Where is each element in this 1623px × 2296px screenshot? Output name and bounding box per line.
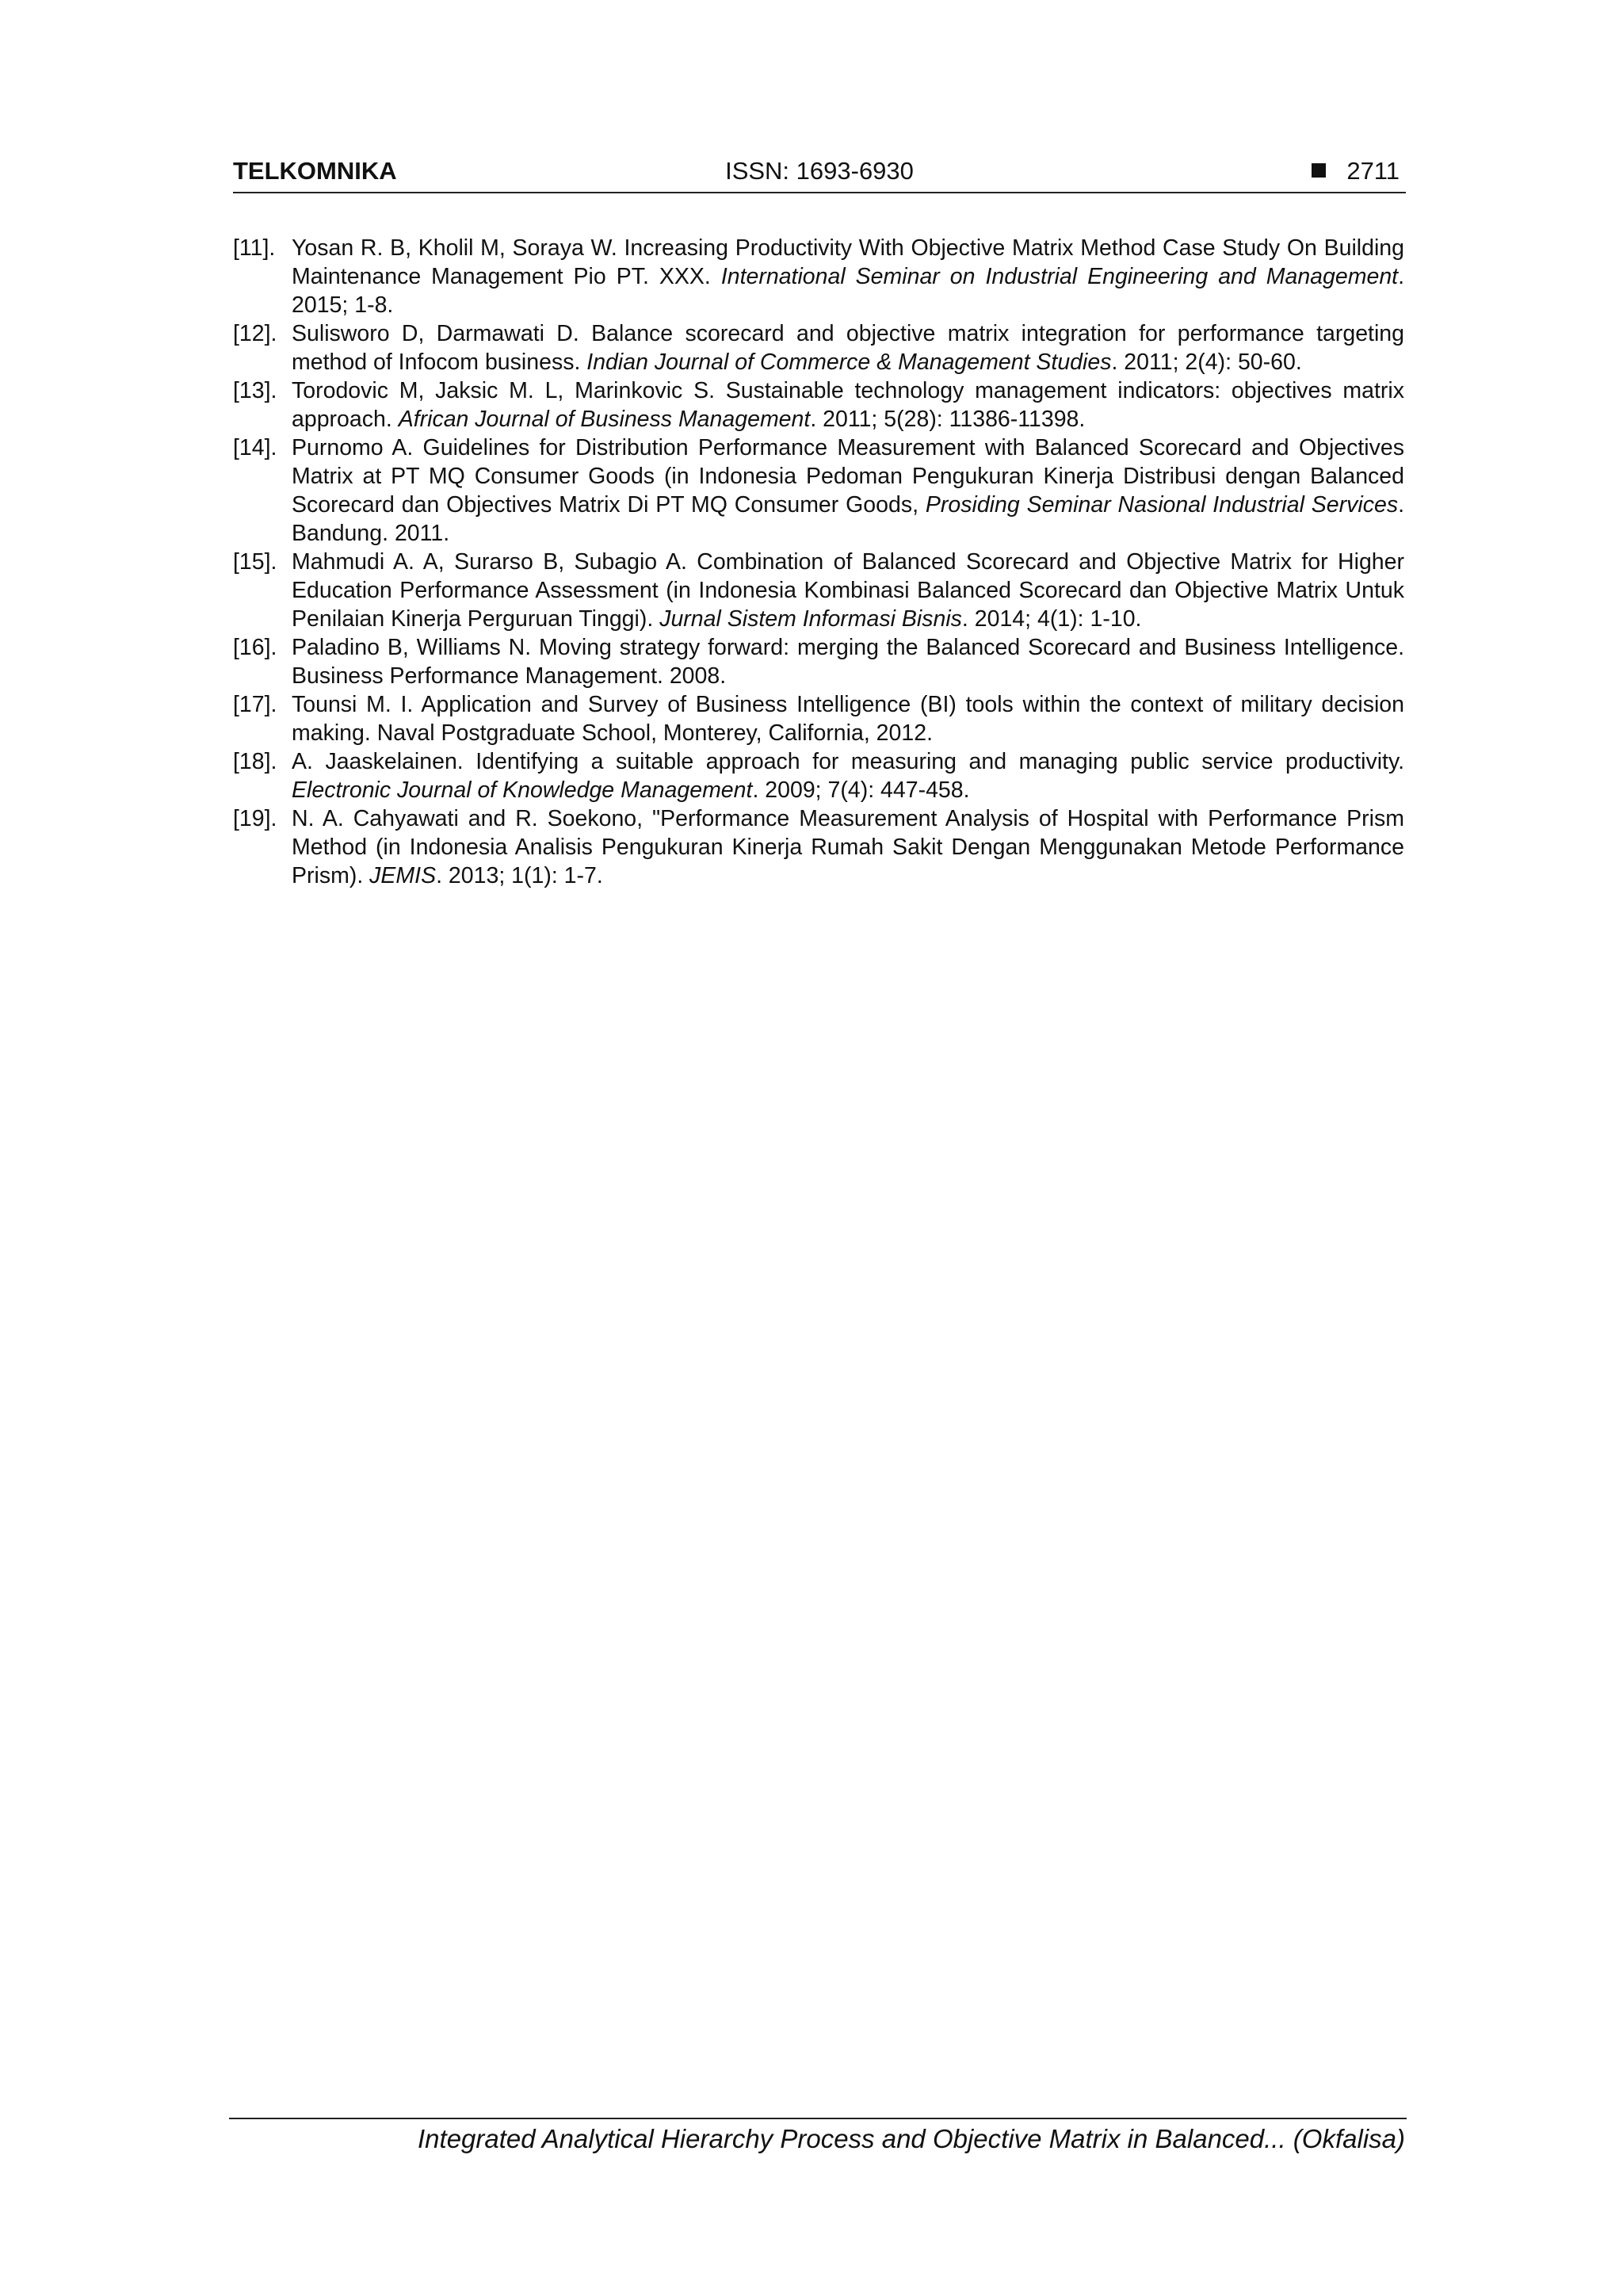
reference-source-title: Jurnal Sistem Informasi Bisnis (659, 606, 962, 632)
reference-text (292, 434, 1404, 548)
page-header (233, 155, 1406, 193)
reference-text-segment: Mahmudi A. A, Surarso B, Subagio A. Combination of Balanced Scorecard and Objective Matrix for Higher Education Performance Assessment (in Indonesia Kombinasi Balanced Scorecard dan Objective Matrix Untuk Penilaian Kinerja Perguruan Tinggi). (292, 549, 1404, 632)
reference-text (292, 376, 1404, 434)
reference-source-title: African Journal of Business Management (398, 407, 811, 432)
reference-source-title: JEMIS (369, 863, 437, 888)
reference-number: [14]. (233, 435, 277, 460)
reference-item (233, 690, 1404, 747)
reference-text (292, 747, 1404, 804)
reference-text-segment: N. A. Cahyawati and R. Soekono, "Performance Measurement Analysis of Hospital with Performance Prism Method (in Indonesia Analisis Pengukuran Kinerja Rumah Sakit Dengan Menggunakan Metode Performance Prism). (292, 806, 1404, 888)
reference-number: [13]. (233, 378, 277, 403)
reference-source-title: International Seminar on Industrial Engineering and Management (720, 264, 1399, 289)
running-title: Integrated Analytical Hierarchy Process and Objective Matrix in Balanced... (Okfalisa) (418, 2124, 1405, 2153)
reference-text (292, 633, 1404, 690)
reference-text-segment: Yosan R. B, Kholil M, Soraya W. Increasing Productivity With Objective Matrix Method Case Study On Building Maintenance Management Pio PT. XXX. (292, 235, 1404, 289)
reference-item (233, 434, 1404, 548)
reference-item (233, 234, 1404, 319)
page-number: 2711 (1346, 157, 1400, 185)
reference-source-title: Indian Journal of Commerce & Management Studies (586, 350, 1112, 375)
reference-text-segment: Purnomo A. Guidelines for Distribution Performance Measurement with Balanced Scorecard and Objectives Matrix at PT MQ Consumer Goods (in Indonesia Pedoman Pengukuran Kinerja Distribusi dengan Balanced Scorecard dan Objectives Matrix Di PT MQ Consumer Goods, (292, 435, 1404, 518)
reference-text-segment: . 2011; 5(28): 11386-11398. (810, 407, 1086, 432)
journal-issn: ISSN: 1693-6930 (725, 157, 914, 185)
reference-item (233, 319, 1404, 376)
reference-text-segment: A. Jaaskelainen. Identifying a suitable approach for measuring and managing public service productivity. (292, 749, 1404, 774)
reference-text-segment: . 2014; 4(1): 1-10. (961, 606, 1142, 632)
reference-text-segment: Torodovic M, Jaksic M. L, Marinkovic S. Sustainable technology management indicators: objectives matrix approach. (292, 378, 1404, 432)
reference-text-segment: Tounsi M. I. Application and Survey of Business Intelligence (BI) tools within the context of military decision making. Naval Postgraduate School, Monterey, California, 2012. (292, 692, 1404, 746)
reference-text-segment: . 2013; 1(1): 1-7. (436, 863, 603, 888)
reference-text (292, 234, 1404, 319)
reference-number: [19]. (233, 806, 277, 831)
reference-text-segment: . 2009; 7(4): 447-458. (752, 777, 970, 803)
reference-number: [12]. (233, 321, 277, 346)
reference-item (233, 548, 1404, 633)
reference-number: [17]. (233, 692, 277, 717)
reference-item (233, 747, 1404, 804)
reference-text (292, 319, 1404, 376)
reference-number: [16]. (233, 635, 277, 660)
reference-number: [15]. (233, 549, 277, 575)
reference-text-segment: . 2011; 2(4): 50-60. (1111, 350, 1302, 375)
square-bullet-icon (1312, 163, 1326, 178)
reference-text-segment: Paladino B, Williams N. Moving strategy forward: merging the Balanced Scorecard and Business Intelligence. Business Performance Management. 2008. (292, 635, 1404, 689)
reference-list (233, 234, 1404, 890)
reference-source-title: Prosiding Seminar Nasional Industrial Services (925, 492, 1399, 518)
reference-source-title: Electronic Journal of Knowledge Management (292, 777, 753, 803)
reference-item (233, 633, 1404, 690)
reference-text-segment: . Bandung. 2011. (292, 492, 1405, 546)
reference-item (233, 804, 1404, 890)
reference-number: [11]. (233, 235, 276, 261)
reference-item (233, 376, 1404, 434)
page-number-block (1312, 155, 1400, 187)
reference-text (292, 690, 1404, 747)
reference-number: [18]. (233, 749, 277, 774)
journal-name: TELKOMNIKA (233, 157, 397, 185)
reference-text (292, 548, 1404, 633)
page-footer (229, 2118, 1407, 2156)
reference-text (292, 804, 1404, 890)
reference-text-segment: Sulisworo D, Darmawati D. Balance scorecard and objective matrix integration for performance targeting method of Infocom business. (292, 321, 1404, 375)
reference-text-segment: . 2015; 1-8. (292, 264, 1405, 318)
